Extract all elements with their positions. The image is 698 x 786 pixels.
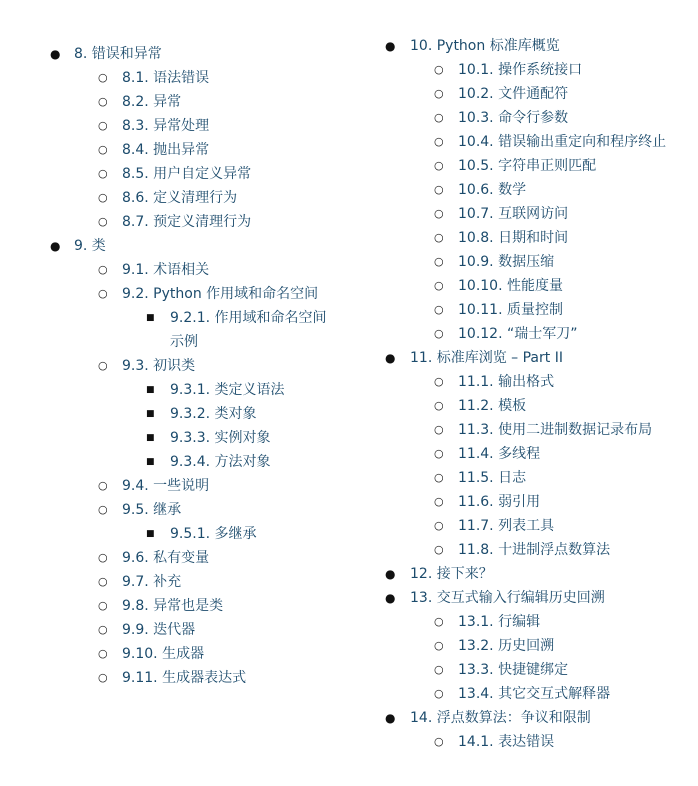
toc-link-left-20[interactable]: 9.6. 私有变量 xyxy=(122,550,210,566)
bullet-disc: ● xyxy=(385,567,396,581)
toc-link-right-29[interactable]: 14.1. 表达错误 xyxy=(458,734,555,750)
bullet-square: ■ xyxy=(146,529,155,539)
toc-link-right-14[interactable]: 11.1. 输出格式 xyxy=(458,374,555,390)
toc-link-left-12[interactable]: 9.3. 初识类 xyxy=(122,358,196,374)
bullet-circle: ○ xyxy=(98,599,108,612)
toc-link-right-1[interactable]: 10.1. 操作系统接口 xyxy=(458,62,583,78)
bullet-circle: ○ xyxy=(98,575,108,588)
toc-link-right-12[interactable]: 10.12. “瑞士军刀” xyxy=(458,326,578,342)
toc-link-left-9[interactable]: 9.1. 术语相关 xyxy=(122,262,210,278)
toc-link-left-8[interactable]: 9. 类 xyxy=(74,238,106,254)
toc-link-right-28[interactable]: 14. 浮点数算法：争议和限制 xyxy=(410,710,591,726)
toc-link-right-8[interactable]: 10.8. 日期和时间 xyxy=(458,230,569,246)
bullet-circle: ○ xyxy=(434,375,444,388)
toc-link-right-23[interactable]: 13. 交互式输入行编辑历史回溯 xyxy=(410,590,605,606)
bullet-circle: ○ xyxy=(98,191,108,204)
toc-link-left-24[interactable]: 9.10. 生成器 xyxy=(122,646,205,662)
bullet-circle: ○ xyxy=(434,111,444,124)
bullet-square: ■ xyxy=(146,433,155,443)
toc-link-left-10[interactable]: 9.2. Python 作用域和命名空间 xyxy=(122,286,319,302)
bullet-disc: ● xyxy=(385,351,396,365)
bullet-circle: ○ xyxy=(98,215,108,228)
toc-link-left-5[interactable]: 8.5. 用户自定义异常 xyxy=(122,166,252,182)
toc-link-right-15[interactable]: 11.2. 模板 xyxy=(458,398,527,414)
bullet-circle: ○ xyxy=(98,671,108,684)
bullet-square: ■ xyxy=(146,457,155,467)
bullet-disc: ● xyxy=(385,39,396,53)
toc-link-left-23[interactable]: 9.9. 迭代器 xyxy=(122,622,196,638)
toc-link-right-26[interactable]: 13.3. 快捷键绑定 xyxy=(458,662,569,678)
bullet-circle: ○ xyxy=(98,551,108,564)
bullet-circle: ○ xyxy=(98,503,108,516)
toc-link-left-19[interactable]: 9.5.1. 多继承 xyxy=(170,526,257,542)
toc-link-left-0[interactable]: 8. 错误和异常 xyxy=(74,46,162,62)
bullet-disc: ● xyxy=(50,239,61,253)
bullet-square: ■ xyxy=(146,409,155,419)
bullet-circle: ○ xyxy=(98,647,108,660)
toc-link-left-11-cont[interactable]: 示例 xyxy=(170,334,198,350)
toc-link-right-2[interactable]: 10.2. 文件通配符 xyxy=(458,86,569,102)
toc-link-right-13[interactable]: 11. 标准库浏览 – Part II xyxy=(410,350,563,366)
bullet-circle: ○ xyxy=(434,87,444,100)
toc-link-left-14[interactable]: 9.3.2. 类对象 xyxy=(170,406,257,422)
bullet-disc: ● xyxy=(50,47,61,61)
bullet-circle: ○ xyxy=(98,359,108,372)
bullet-circle: ○ xyxy=(98,71,108,84)
bullet-circle: ○ xyxy=(434,255,444,268)
bullet-square: ■ xyxy=(146,385,155,395)
toc-link-right-10[interactable]: 10.10. 性能度量 xyxy=(458,278,563,294)
toc-link-right-11[interactable]: 10.11. 质量控制 xyxy=(458,302,563,318)
toc-link-right-7[interactable]: 10.7. 互联网访问 xyxy=(458,206,569,222)
bullet-circle: ○ xyxy=(434,207,444,220)
toc-link-right-20[interactable]: 11.7. 列表工具 xyxy=(458,518,555,534)
bullet-circle: ○ xyxy=(434,687,444,700)
toc-link-left-3[interactable]: 8.3. 异常处理 xyxy=(122,118,210,134)
bullet-circle: ○ xyxy=(98,95,108,108)
bullet-circle: ○ xyxy=(434,471,444,484)
bullet-circle: ○ xyxy=(434,399,444,412)
bullet-disc: ● xyxy=(385,711,396,725)
toc-link-right-22[interactable]: 12. 接下来？ xyxy=(410,566,493,582)
toc-link-left-17[interactable]: 9.4. 一些说明 xyxy=(122,478,210,494)
bullet-circle: ○ xyxy=(434,231,444,244)
bullet-circle: ○ xyxy=(98,143,108,156)
toc-link-left-13[interactable]: 9.3.1. 类定义语法 xyxy=(170,382,285,398)
toc-link-right-5[interactable]: 10.5. 字符串正则匹配 xyxy=(458,158,597,174)
bullet-circle: ○ xyxy=(98,287,108,300)
bullet-circle: ○ xyxy=(434,63,444,76)
toc-link-right-27[interactable]: 13.4. 其它交互式解释器 xyxy=(458,686,611,702)
toc-link-left-1[interactable]: 8.1. 语法错误 xyxy=(122,70,210,86)
bullet-circle: ○ xyxy=(434,183,444,196)
bullet-circle: ○ xyxy=(434,639,444,652)
bullet-circle: ○ xyxy=(434,447,444,460)
toc-link-left-21[interactable]: 9.7. 补充 xyxy=(122,574,182,590)
bullet-circle: ○ xyxy=(434,159,444,172)
toc-link-left-22[interactable]: 9.8. 异常也是类 xyxy=(122,598,224,614)
toc-link-right-16[interactable]: 11.3. 使用二进制数据记录布局 xyxy=(458,422,653,438)
bullet-circle: ○ xyxy=(434,543,444,556)
bullet-circle: ○ xyxy=(434,495,444,508)
bullet-circle: ○ xyxy=(98,119,108,132)
toc-link-left-25[interactable]: 9.11. 生成器表达式 xyxy=(122,670,247,686)
toc-link-right-17[interactable]: 11.4. 多线程 xyxy=(458,446,541,462)
bullet-disc: ● xyxy=(385,591,396,605)
bullet-circle: ○ xyxy=(434,327,444,340)
toc-link-right-3[interactable]: 10.3. 命令行参数 xyxy=(458,110,569,126)
bullet-circle: ○ xyxy=(434,279,444,292)
bullet-circle: ○ xyxy=(434,135,444,148)
bullet-circle: ○ xyxy=(434,615,444,628)
toc-link-left-2[interactable]: 8.2. 异常 xyxy=(122,94,182,110)
bullet-circle: ○ xyxy=(98,167,108,180)
toc-link-right-18[interactable]: 11.5. 日志 xyxy=(458,470,527,486)
toc-link-left-7[interactable]: 8.7. 预定义清理行为 xyxy=(122,214,252,230)
bullet-circle: ○ xyxy=(434,735,444,748)
toc-link-right-24[interactable]: 13.1. 行编辑 xyxy=(458,614,541,630)
toc-link-right-0[interactable]: 10. Python 标准库概览 xyxy=(410,38,560,54)
bullet-circle: ○ xyxy=(434,303,444,316)
toc-link-left-4[interactable]: 8.4. 抛出异常 xyxy=(122,142,210,158)
toc-link-right-21[interactable]: 11.8. 十进制浮点数算法 xyxy=(458,542,611,558)
toc-link-right-9[interactable]: 10.9. 数据压缩 xyxy=(458,254,555,270)
bullet-circle: ○ xyxy=(434,519,444,532)
bullet-circle: ○ xyxy=(434,663,444,676)
toc-link-right-19[interactable]: 11.6. 弱引用 xyxy=(458,494,541,510)
toc-link-right-4[interactable]: 10.4. 错误输出重定向和程序终止 xyxy=(458,134,667,150)
toc-link-left-11[interactable]: 9.2.1. 作用域和命名空间 xyxy=(170,310,327,326)
toc-link-left-6[interactable]: 8.6. 定义清理行为 xyxy=(122,190,238,206)
bullet-circle: ○ xyxy=(98,479,108,492)
bullet-circle: ○ xyxy=(434,423,444,436)
bullet-circle: ○ xyxy=(98,263,108,276)
toc-link-right-25[interactable]: 13.2. 历史回溯 xyxy=(458,638,555,654)
bullet-circle: ○ xyxy=(98,623,108,636)
toc-link-left-18[interactable]: 9.5. 继承 xyxy=(122,502,182,518)
toc-link-left-15[interactable]: 9.3.3. 实例对象 xyxy=(170,430,271,446)
bullet-square: ■ xyxy=(146,313,155,323)
toc-link-left-16[interactable]: 9.3.4. 方法对象 xyxy=(170,454,271,470)
toc-link-right-6[interactable]: 10.6. 数学 xyxy=(458,182,527,198)
